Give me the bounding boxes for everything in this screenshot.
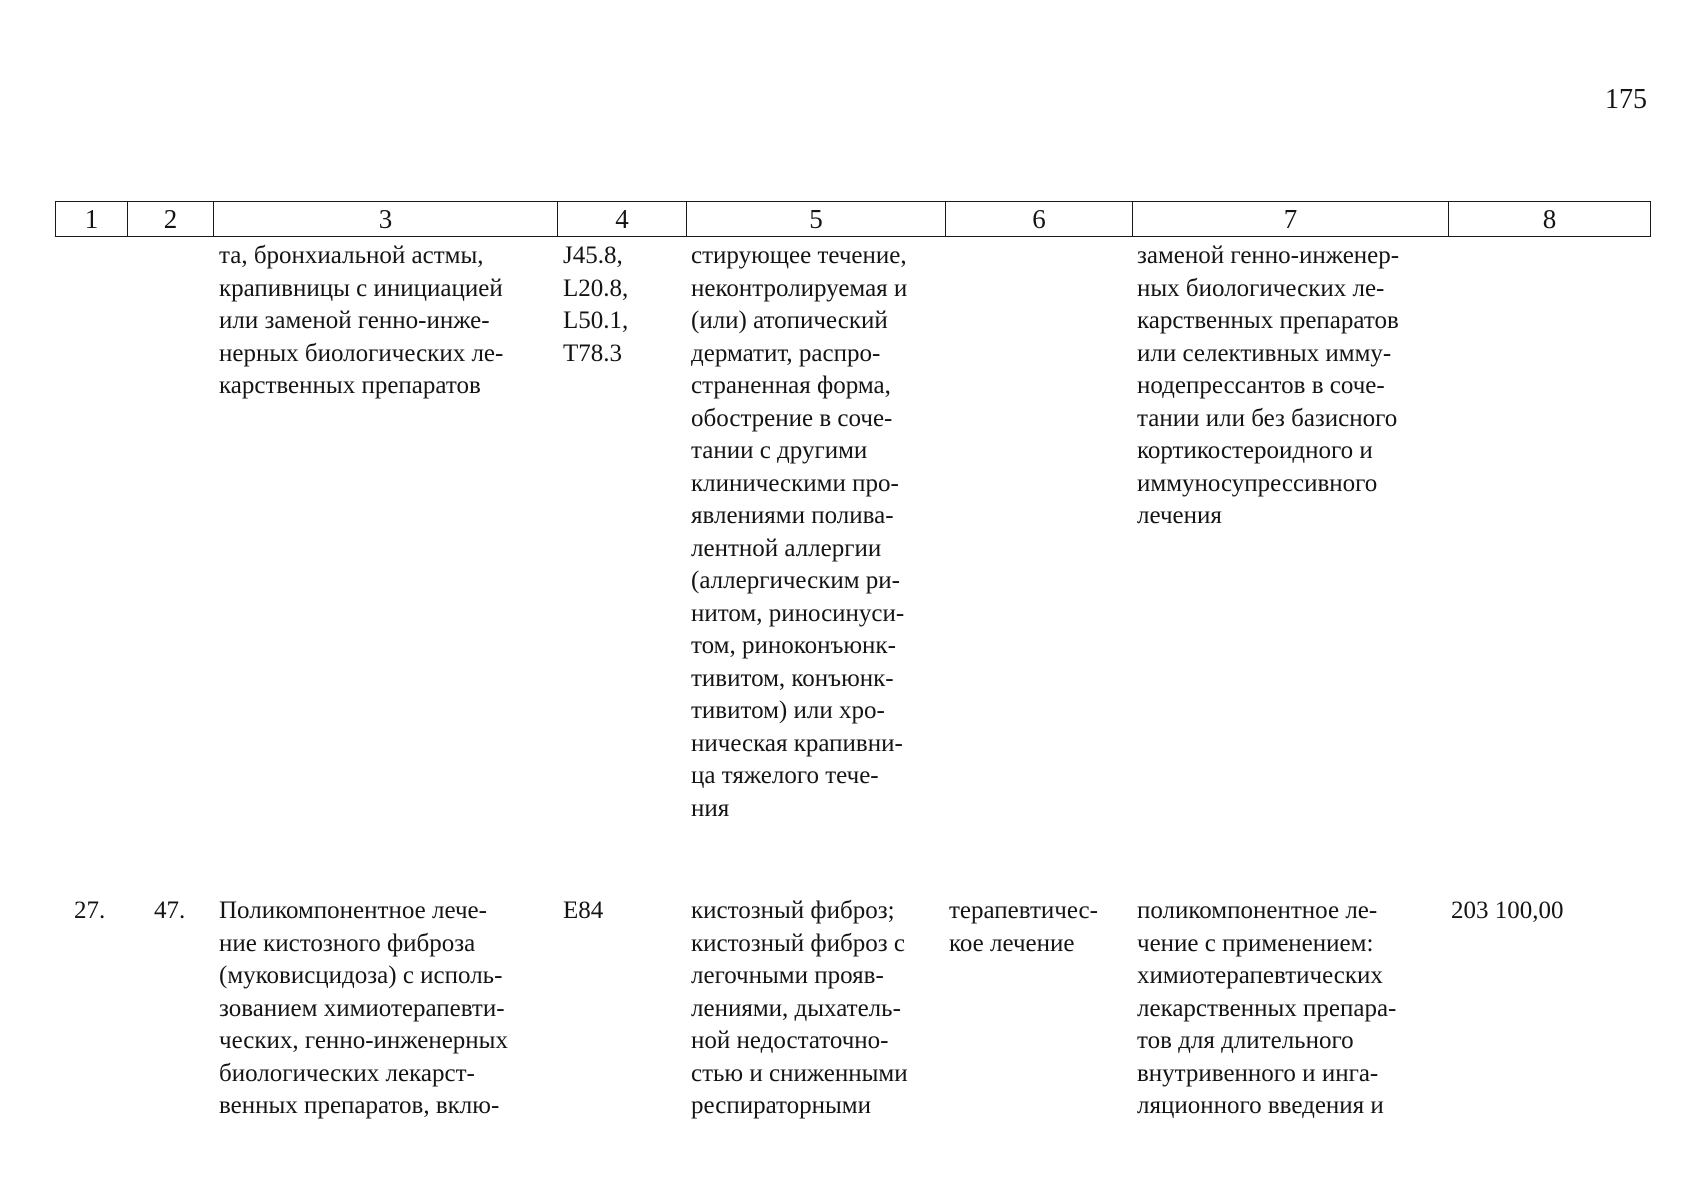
header-col-6: 6 [946, 202, 1133, 237]
continuation-treatment-method: заменой генно-инженер- ных биологических ле- карственных препаратов или селективных имму- нодепрессантов в соче- тании или без базисного кортикостероидного и иммуносупрессивного лечения [1137, 242, 1400, 529]
treatment-name: Поликомпонентное лече- ние кистозного фиброза (муковисцидоза) с исполь- зованием химиотерапевти- ческих, генно-инженерных биологических лекарст- венных препаратов, вклю- [219, 897, 508, 1119]
row-number: 27. [74, 897, 106, 924]
header-row [56, 202, 1651, 237]
column-number-header-table [55, 201, 1651, 237]
page-number: 175 [1605, 84, 1647, 115]
treatment-type: терапевтичес- кое лечение [949, 897, 1098, 957]
header-col-2: 2 [128, 202, 214, 237]
continuation-patient-model: стирующее течение, неконтролируемая и (или) атопический дерматит, распро- страненная форма, обострение в соче- тании с другими клиническими про- явлениями полива- лентной аллергии (аллергическим ри- нитом, риносинуси- том, риноконъюнк- тивитом, конъюнк- тивитом) или хро- ническая крапивни- ца тяжелого тече- ния [691, 242, 908, 822]
treatment-method: поликомпонентное ле- чение с применением: химиотерапевтических лекарственных препара- тов для длительного внутривенного и инга- ляционного введения и [1137, 897, 1397, 1119]
continuation-icd-codes: J45.8, L20.8, L50.1, T78.3 [563, 242, 629, 367]
continuation-treatment-name: та, бронхиальной астмы, крапивницы с инициацией или заменой генно-инже- нерных биологических ле- карственных препаратов [219, 242, 504, 399]
header-col-1: 1 [56, 202, 128, 237]
group-number: 47. [154, 897, 186, 924]
header-col-8: 8 [1449, 202, 1651, 237]
header-col-5: 5 [687, 202, 946, 237]
header-col-7: 7 [1133, 202, 1449, 237]
header-col-4: 4 [558, 202, 687, 237]
standard-cost: 203 100,00 [1451, 897, 1564, 924]
patient-model: кистозный фиброз; кистозный фиброз с легочными прояв- лениями, дыхатель- ной недостаточно- стью и сниженными респираторными [691, 897, 908, 1119]
icd-code: E84 [563, 897, 604, 924]
header-col-3: 3 [214, 202, 558, 237]
